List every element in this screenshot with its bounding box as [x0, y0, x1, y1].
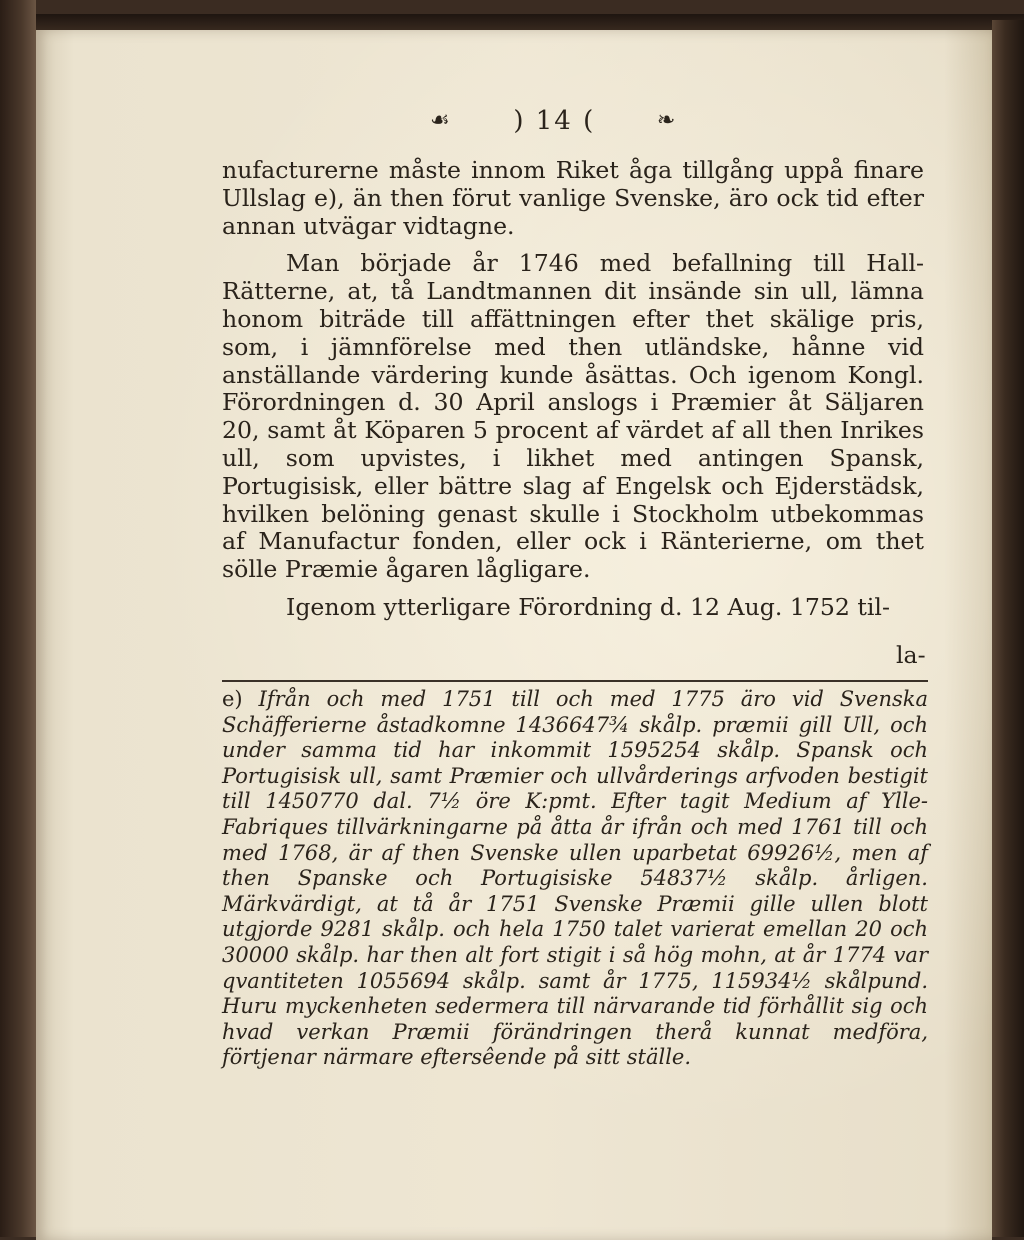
footnote: [222, 687, 928, 1071]
footnote-label: e): [222, 687, 243, 711]
main-text: [222, 157, 924, 622]
footnote-rule: [222, 680, 928, 682]
catchword: la-: [896, 641, 926, 669]
paragraph-2: Man började år 1746 med befallning till Hall-Rätterne, at, tå Landtmannen dit insände sin ull, lämna honom biträde till affättningen efter thet skälige pris, som, i jämnförelse med then utländske, hånne vid anställande värdering kunde åsättas. Och igenom Kongl. Förordningen d. 30 April anslogs i Præmier åt Säljaren 20, samt åt Köparen 5 procent af värdet af all then Inrikes ull, som upvistes, i likhet med antingen Spansk, Portugisisk, eller bättre slag af Engelsk och Ejderstädsk, hvilken belöning genast skulle i Stockholm utbekommas af Manufactur fonden, eller ock i Ränterierne, om thet sölle Præmie ågaren lågligare.: [222, 249, 924, 584]
right-ornament-icon: ❧: [656, 108, 678, 133]
page-header: [430, 106, 750, 136]
footnote-text: Ifrån och med 1751 till och med 1775 äro vid Svenska Schäfferierne åstadkomne 1436647¾ skålp. præmii gill Ull, och under samma tid har inkommit 1595254 skålp. Spansk och Portugisisk ull, samt Præmier och ullvårderings arfvoden bestigit till 1450770 dal. 7½ öre K:pmt. Efter tagit Medium af Ylle-Fabriques tillvärkningarne på åtta år ifrån och med 1761 till och med 1768, är af then Svenske ullen uparbetat 69926½, men af then Spanske och Portugisiske 54837½ skålp. årligen. Märkvärdigt, at tå år 1751 Svenske Præmii gille ullen blott utgjorde 9281 skålp. och hela 1750 talet varierat emellan 20 och 30000 skålp. har then alt fort stigit i så hög mohn, at år 1774 var qvantiteten 1055694 skålp. samt år 1775, 115934½ skålpund. Huru myckenheten sedermera till närvarande tid förhållit sig och hvad verkan Præmii förändringen therå kunnat medföra, förtjenar närmare eftersêende på sitt ställe.: [222, 687, 928, 1070]
page-number: ) 14 (: [513, 106, 596, 136]
paragraph-1: nufacturerne måste innom Riket åga tillgång uppå finare Ullslag e), än then förut vanlige Svenske, äro ock tid efter annan utvägar vidtagne.: [222, 156, 924, 240]
binding-edge: [0, 0, 36, 1237]
left-ornament-icon: ☙: [430, 108, 452, 133]
paragraph-3: Igenom ytterligare Förordning d. 12 Aug. 1752 til-: [286, 592, 890, 621]
page-right-edge: [992, 20, 1024, 1237]
